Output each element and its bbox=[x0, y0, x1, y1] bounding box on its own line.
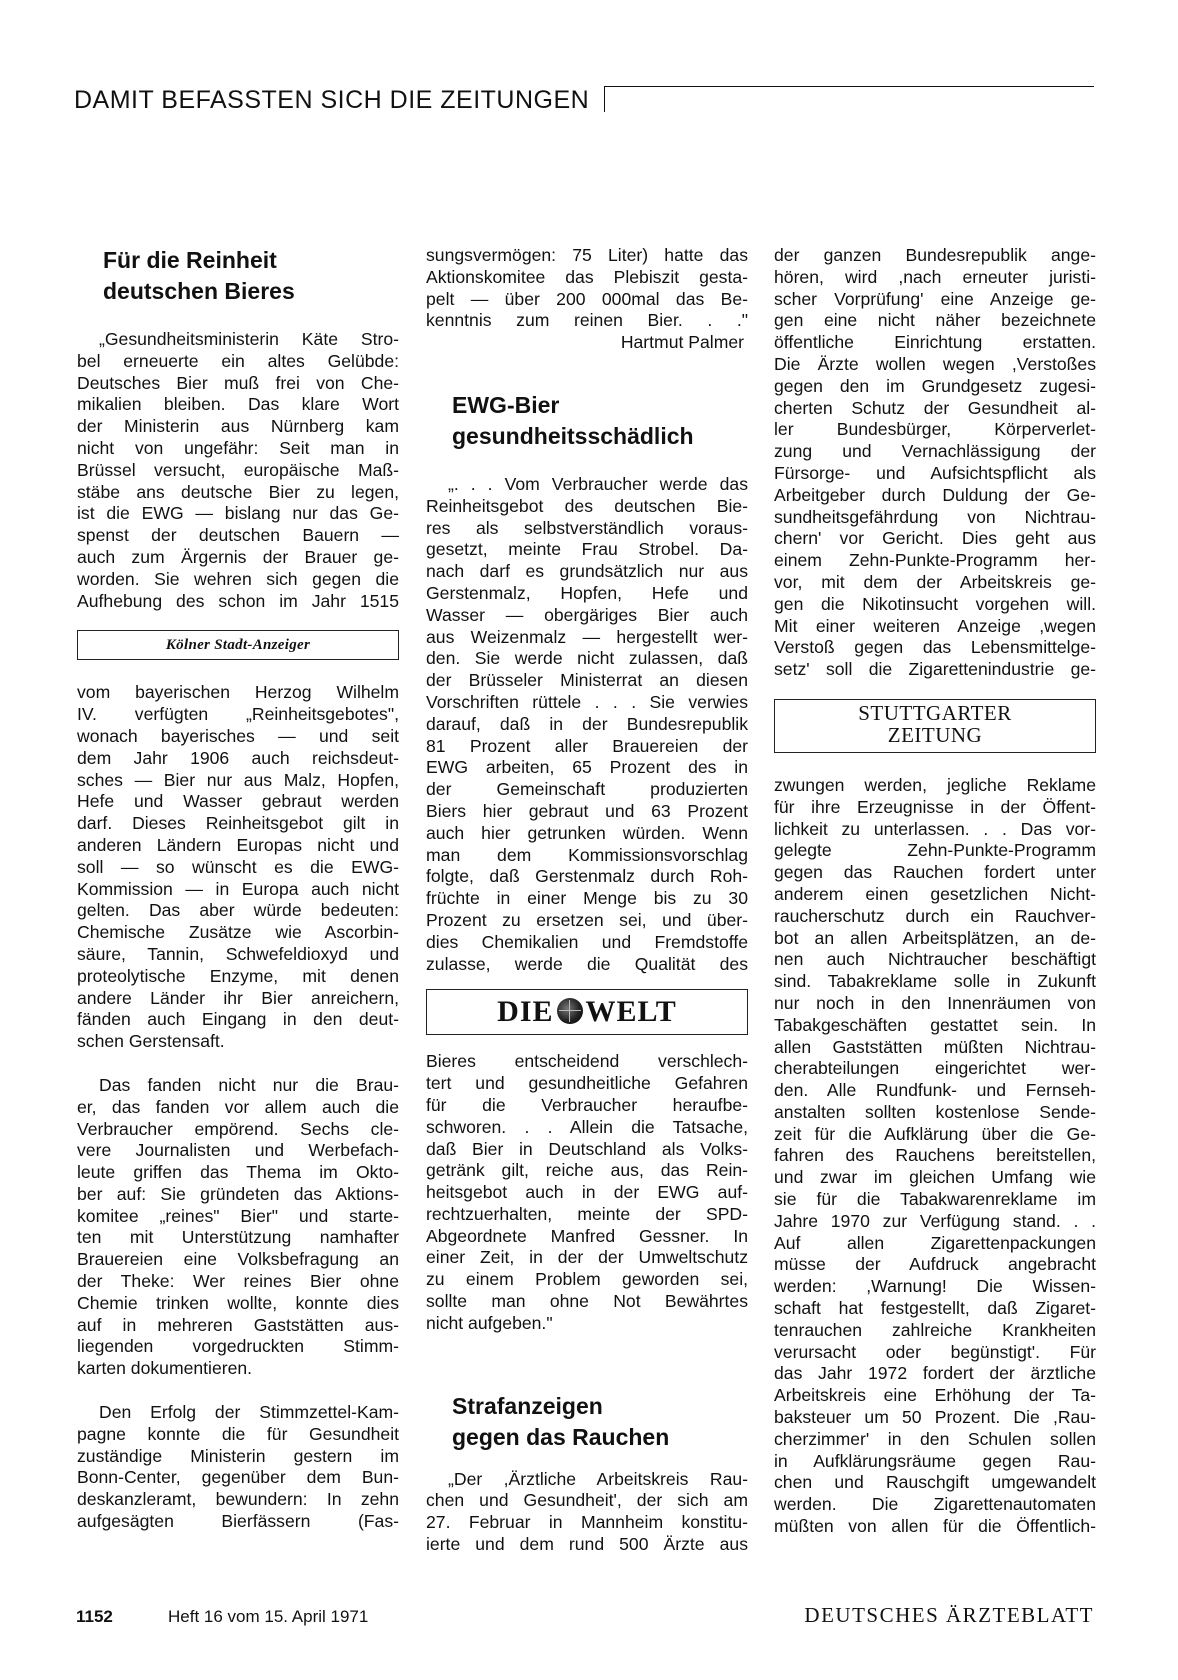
newspaper-logo-die-welt bbox=[426, 989, 748, 1035]
text-line: öffentliche Einrichtung erstatten. bbox=[774, 332, 1096, 353]
text-line: Auf allen Zigarettenpackungen bbox=[774, 1232, 1096, 1253]
heading-line: deutschen Bieres bbox=[103, 278, 295, 304]
heading-line: EWG-Bier bbox=[452, 391, 560, 418]
text-line: daß Bier in Deutschland als Volks- bbox=[426, 1138, 748, 1159]
text-line: Verbraucher empörend. Sechs cle- bbox=[77, 1118, 399, 1139]
text-line: gelten. Das aber würde bedeuten: bbox=[77, 900, 399, 921]
text-line: der Ministerin aus Nürnberg kam bbox=[77, 416, 399, 437]
text-line: sches — Bier nur aus Malz, Hopfen, bbox=[77, 769, 399, 790]
text-line: werden: ,Warnung! Die Wissen- bbox=[774, 1276, 1096, 1297]
text-line: getränk gilt, reiche aus, das Rein- bbox=[426, 1160, 748, 1181]
text-line: Chemie trinken wollte, konnte dies bbox=[77, 1292, 399, 1313]
text-line: den. Sie werde nicht zulassen, daß bbox=[426, 648, 748, 669]
text-line: aufgesägten Bierfässern (Fas- bbox=[77, 1511, 399, 1532]
text-line: res als selbstverständlich voraus- bbox=[426, 517, 748, 538]
text-line: früchte in einer Menge bis zu 30 bbox=[426, 888, 748, 909]
text-line: gen die Nikotinsucht vorgehen will. bbox=[774, 593, 1096, 614]
text-line: Aufhebung des schon im Jahr 1515 bbox=[77, 590, 399, 611]
text-line: müßten von allen für die Öffentlich- bbox=[774, 1516, 1096, 1537]
text-line: darauf, daß in der Bundesrepublik bbox=[426, 713, 748, 734]
text-line: gegen das Rauchen fordert unter bbox=[774, 862, 1096, 883]
text-line: 27. Februar in Mannheim konstitu- bbox=[426, 1512, 748, 1533]
text-line: sind. Tabakreklame solle in Zukunft bbox=[774, 971, 1096, 992]
text-line: chen und Gesundheit', der sich am bbox=[426, 1490, 748, 1511]
text-line: ierte und dem rund 500 Ärzte aus bbox=[426, 1534, 748, 1555]
text-line: vom bayerischen Herzog Wilhelm bbox=[77, 682, 399, 703]
text-line: bel erneuerte ein altes Gelübde: bbox=[77, 350, 399, 371]
text-line: nur noch in den Innenräumen von bbox=[774, 992, 1096, 1013]
text-line: dem Jahr 1906 auch reichsdeut- bbox=[77, 747, 399, 768]
paragraph bbox=[77, 682, 399, 1053]
text-line: hören, wird ,nach erneuter juristi- bbox=[774, 266, 1096, 287]
text-line: der Theke: Wer reines Bier ohne bbox=[77, 1271, 399, 1292]
logo-line: ZEITUNG bbox=[887, 722, 983, 747]
text-line: Aktionskomitee das Plebiszit gesta- bbox=[426, 266, 748, 287]
text-line: Arbeitgeber durch Duldung der Ge- bbox=[774, 484, 1096, 505]
paragraph bbox=[426, 474, 748, 975]
text-line: Den Erfolg der Stimmzettel-Kam- bbox=[99, 1402, 399, 1423]
header-rule bbox=[604, 86, 1094, 87]
text-line: kenntnis zum reinen Bier. . ." bbox=[426, 310, 748, 331]
text-line: Bieres entscheidend verschlech- bbox=[426, 1051, 748, 1072]
text-line: Reinheitsgebot des deutschen Bie- bbox=[426, 495, 748, 516]
text-line: einem Zehn-Punkte-Programm her- bbox=[774, 550, 1096, 571]
text-line: spenst der deutschen Bauern — bbox=[77, 525, 399, 546]
text-line: schaft hat festgestellt, daß Zigaret- bbox=[774, 1298, 1096, 1319]
page-header bbox=[74, 82, 1094, 122]
text-line: Fürsorge- und Aufsichtspflicht als bbox=[774, 462, 1096, 483]
text-line: pagne konnte die für Gesundheit bbox=[77, 1423, 399, 1444]
magazine-name: DEUTSCHES ÄRZTEBLATT bbox=[804, 1603, 1094, 1627]
text-line: gegen den im Grundgesetz zugesi- bbox=[774, 375, 1096, 396]
text-line: einer Zeit, in der der Umweltschutz bbox=[426, 1247, 748, 1268]
logo-word-die: DIE bbox=[497, 995, 554, 1029]
text-line: anderem einen gesetzlichen Nicht- bbox=[774, 883, 1096, 904]
text-line: tert und gesundheitliche Gefahren bbox=[426, 1073, 748, 1094]
paragraph bbox=[426, 1469, 748, 1556]
text-line: heitsgebot auch in der EWG auf- bbox=[426, 1182, 748, 1203]
text-line: cherzimmer' in den Schulen sollen bbox=[774, 1428, 1096, 1449]
text-line: nicht von ungefähr: Seit man in bbox=[77, 437, 399, 458]
heading-line: gegen das Rauchen bbox=[452, 1423, 670, 1450]
paragraph bbox=[426, 1051, 748, 1334]
newspaper-logo-koelner-stadt-anzeiger: Kölner Stadt-Anzeiger bbox=[77, 630, 399, 660]
text-line: tenrauchen zahlreiche Krankheiten bbox=[774, 1319, 1096, 1340]
text-line: Chemische Zusätze wie Ascorbin- bbox=[77, 922, 399, 943]
text-line: worden. Sie wehren sich gegen die bbox=[77, 568, 399, 589]
text-line: Brauereien eine Volksbefragung an bbox=[77, 1249, 399, 1270]
text-line: allen Gaststätten müßten Nichtrau- bbox=[774, 1036, 1096, 1057]
text-line: Brüssel versucht, europäische Maß- bbox=[77, 459, 399, 480]
text-line: der Gemeinschaft produzierten bbox=[426, 779, 748, 800]
heading-line: Für die Reinheit bbox=[103, 247, 277, 273]
text-line: anderen Ländern Europas nicht und bbox=[77, 834, 399, 855]
article-heading-smoking bbox=[426, 1391, 748, 1453]
text-line: aus Weizenmalz — hergestellt wer- bbox=[426, 626, 748, 647]
text-line: mikalien bleiben. Das klare Wort bbox=[77, 394, 399, 415]
text-line: dies Chemikalien und Fremdstoffe bbox=[426, 931, 748, 952]
text-line: nach darf es grundsätzlich nur aus bbox=[426, 561, 748, 582]
text-line: gesetzt, meinte Frau Strobel. Da- bbox=[426, 539, 748, 560]
text-line: schen Gerstensaft. bbox=[77, 1031, 225, 1052]
text-line: „Gesundheitsministerin Käte Stro- bbox=[99, 329, 399, 349]
text-line: Tabakgeschäften gestattet sein. In bbox=[774, 1014, 1096, 1035]
text-line: ber auf: Sie gründeten das Aktions- bbox=[77, 1183, 399, 1204]
text-line: vere Journalisten und Werbefach- bbox=[77, 1140, 399, 1161]
text-line: Wasser — obergäriges Bier auch bbox=[426, 604, 748, 625]
article-heading-beer-purity bbox=[77, 245, 399, 307]
logo-line: STUTTGARTER bbox=[858, 700, 1012, 725]
text-line: deskanzleramt, bewundern: In zehn bbox=[77, 1489, 399, 1510]
text-line: auch hier getrunken würden. Wenn bbox=[426, 822, 748, 843]
paragraph bbox=[774, 245, 1096, 681]
text-line: cherabteilungen eingerichtet wer- bbox=[774, 1058, 1096, 1079]
paragraph bbox=[774, 775, 1096, 1538]
text-line: andere Länder ihr Bier anreichern, bbox=[77, 987, 399, 1008]
text-line: Prozent zu ersetzen sei, und über- bbox=[426, 909, 748, 930]
text-line: pelt — über 200 000mal das Be- bbox=[426, 288, 748, 309]
text-line: Bonn-Center, gegenüber dem Bun- bbox=[77, 1467, 399, 1488]
text-line: zuständige Ministerin gestern im bbox=[77, 1445, 399, 1466]
globe-icon bbox=[557, 998, 583, 1024]
text-line: karten dokumentieren. bbox=[77, 1358, 253, 1379]
text-line: sie für die Tabakwarenreklame im bbox=[774, 1189, 1096, 1210]
text-line: bot an allen Arbeitsplätzen, an de- bbox=[774, 927, 1096, 948]
text-line: Kommission — in Europa auch nicht bbox=[77, 878, 399, 899]
logo-word-welt: WELT bbox=[585, 995, 677, 1029]
text-line: Verstoß gegen das Lebensmittelge- bbox=[774, 637, 1096, 658]
text-line: das Jahr 1972 fordert der ärztliche bbox=[774, 1363, 1096, 1384]
text-line: Hefe und Wasser gebraut werden bbox=[77, 791, 399, 812]
text-line: rechtzuerhalten, meinte der SPD- bbox=[426, 1203, 748, 1224]
column-2 bbox=[426, 245, 748, 1556]
text-line: IV. verfügten „Reinheitsgebotes", bbox=[77, 704, 399, 725]
paragraph bbox=[426, 245, 748, 332]
text-line: fänden auch Eingang in den deut- bbox=[77, 1009, 399, 1030]
text-line: zu einem Problem geworden sei, bbox=[426, 1269, 748, 1290]
issue-info: Heft 16 vom 15. April 1971 bbox=[168, 1607, 369, 1626]
text-line: Arbeitskreis eine Erhöhung der Ta- bbox=[774, 1385, 1096, 1406]
text-line: man dem Kommissionsvorschlag bbox=[426, 844, 748, 865]
text-line: ler Bundesbürger, Körperverlet- bbox=[774, 419, 1096, 440]
text-line: cherten Schutz der Gesundheit al- bbox=[774, 397, 1096, 418]
text-line: vor, mit dem der Arbeitskreis ge- bbox=[774, 571, 1096, 592]
text-line: nicht aufgeben." bbox=[426, 1312, 553, 1333]
article-author: Hartmut Palmer bbox=[620, 332, 744, 353]
text-line: 81 Prozent aller Brauereien der bbox=[426, 735, 748, 756]
text-line: sundheitsgefährdung von Nichtrau- bbox=[774, 506, 1096, 527]
text-line: in Aufklärungsräume gegen Rau- bbox=[774, 1450, 1096, 1471]
column-1 bbox=[77, 245, 399, 1533]
text-line: gen eine nicht näher bezeichnete bbox=[774, 310, 1096, 331]
text-line: müsse der Aufdruck angebracht bbox=[774, 1254, 1096, 1275]
text-line: zulasse, werde die Qualität des bbox=[426, 953, 748, 974]
text-line: der ganzen Bundesrepublik ange- bbox=[774, 245, 1096, 265]
newspaper-logo-stuttgarter-zeitung bbox=[774, 699, 1096, 753]
text-line: ten mit Unterstützung namhafter bbox=[77, 1227, 399, 1248]
text-line: chern' vor Gericht. Dies geht aus bbox=[774, 528, 1096, 549]
text-line: soll — so wünscht es die EWG- bbox=[77, 856, 399, 877]
text-line: darf. Dieses Reinheitsgebot gilt in bbox=[77, 813, 399, 834]
text-line: setz' soll die Zigarettenindustrie ge- bbox=[774, 659, 1096, 680]
text-line: Das fanden nicht nur die Brau- bbox=[99, 1074, 399, 1095]
text-line: ist die EWG — bislang nur das Ge- bbox=[77, 503, 399, 524]
text-line: verursacht oder begünstigt'. Für bbox=[774, 1341, 1096, 1362]
text-line: säure, Tannin, Schwefeldioxyd und bbox=[77, 943, 399, 964]
text-line: baksteuer um 50 Prozent. Die ,Rau- bbox=[774, 1407, 1096, 1428]
text-line: Biers hier gebraut und 63 Prozent bbox=[426, 800, 748, 821]
text-line: für ihre Erzeugnisse in der Öffent- bbox=[774, 796, 1096, 817]
text-line: sungsvermögen: 75 Liter) hatte das bbox=[426, 245, 748, 265]
text-line: den. Alle Rundfunk- und Fernseh- bbox=[774, 1080, 1096, 1101]
text-line: wonach bayerisches — und seit bbox=[77, 725, 399, 746]
text-line: Gerstenmalz, Hopfen, Hefe und bbox=[426, 582, 748, 603]
text-line: zwungen werden, jegliche Reklame bbox=[774, 774, 1096, 795]
text-line: schworen. . . Allein die Tatsache, bbox=[426, 1116, 748, 1137]
text-line: auch zum Ärgernis der Brauer ge- bbox=[77, 546, 399, 567]
text-line: und zwar im gleichen Umfang wie bbox=[774, 1167, 1096, 1188]
text-line: für die Verbraucher heraufbe- bbox=[426, 1094, 748, 1115]
heading-line: gesundheitsschädlich bbox=[452, 422, 694, 449]
column-3 bbox=[774, 245, 1096, 1538]
text-line: stäbe ans deutsche Bier zu legen, bbox=[77, 481, 399, 502]
text-line: proteolytische Enzyme, mit denen bbox=[77, 965, 399, 986]
text-line: Mit einer weiteren Anzeige ,wegen bbox=[774, 615, 1096, 636]
text-line: folgte, daß Gerstenmalz durch Roh- bbox=[426, 866, 748, 887]
text-line: leute griffen das Thema im Okto- bbox=[77, 1162, 399, 1183]
text-line: nen auch Nichtraucher beschäftigt bbox=[774, 949, 1096, 970]
text-line: auf in mehreren Gaststätten aus- bbox=[77, 1314, 399, 1335]
heading-line: Strafanzeigen bbox=[452, 1392, 603, 1419]
header-rule-tick bbox=[604, 86, 605, 112]
text-line: fahren des Rauchens bereitstellen, bbox=[774, 1145, 1096, 1166]
text-line: der Brüsseler Ministerrat an diesen bbox=[426, 670, 748, 691]
paragraph bbox=[77, 1075, 399, 1380]
text-line: Die Ärzte wollen wegen ,Verstoßes bbox=[774, 353, 1096, 374]
text-line: komitee „reines" Bier" und starte- bbox=[77, 1205, 399, 1226]
text-line: „. . . Vom Verbraucher werde das bbox=[448, 473, 748, 494]
text-line: lichkeit zu unterlassen. . . Das vor- bbox=[774, 818, 1096, 839]
paragraph bbox=[77, 329, 399, 612]
text-line: raucherschutz durch ein Rauchver- bbox=[774, 905, 1096, 926]
text-line: EWG arbeiten, 65 Prozent des in bbox=[426, 757, 748, 778]
text-line: Vorschriften rüttele . . . Sie verwies bbox=[426, 691, 748, 712]
text-line: anstalten sollten kostenlose Sende- bbox=[774, 1101, 1096, 1122]
text-line: er, das fanden vor allem auch die bbox=[77, 1096, 399, 1117]
text-line: „Der ,Ärztliche Arbeitskreis Rau- bbox=[448, 1468, 748, 1489]
text-line: chen und Rauschgift umgewandelt bbox=[774, 1472, 1096, 1493]
paragraph bbox=[77, 1402, 399, 1533]
text-line: zeit für die Aufklärung über die Ge- bbox=[774, 1123, 1096, 1144]
text-line: zung und Vernachlässigung der bbox=[774, 441, 1096, 462]
text-line: scher Vorprüfung' eine Anzeige ge- bbox=[774, 288, 1096, 309]
page-number: 1152 bbox=[76, 1607, 113, 1626]
text-line: gelegte Zehn-Punkte-Programm bbox=[774, 840, 1096, 861]
text-line: liegenden vorgedruckten Stimm- bbox=[77, 1336, 399, 1357]
text-line: sollte man ohne Not Bewährtes bbox=[426, 1291, 748, 1312]
article-heading-ewg-beer bbox=[426, 390, 748, 452]
text-line: Deutsches Bier muß frei von Che- bbox=[77, 372, 399, 393]
text-line: werden. Die Zigarettenautomaten bbox=[774, 1494, 1096, 1515]
text-line: Abgeordnete Manfred Gessner. In bbox=[426, 1225, 748, 1246]
text-line: Jahre 1970 zur Verfügung stand. . . bbox=[774, 1210, 1096, 1231]
section-title: DAMIT BEFASSTEN SICH DIE ZEITUNGEN bbox=[74, 86, 590, 114]
